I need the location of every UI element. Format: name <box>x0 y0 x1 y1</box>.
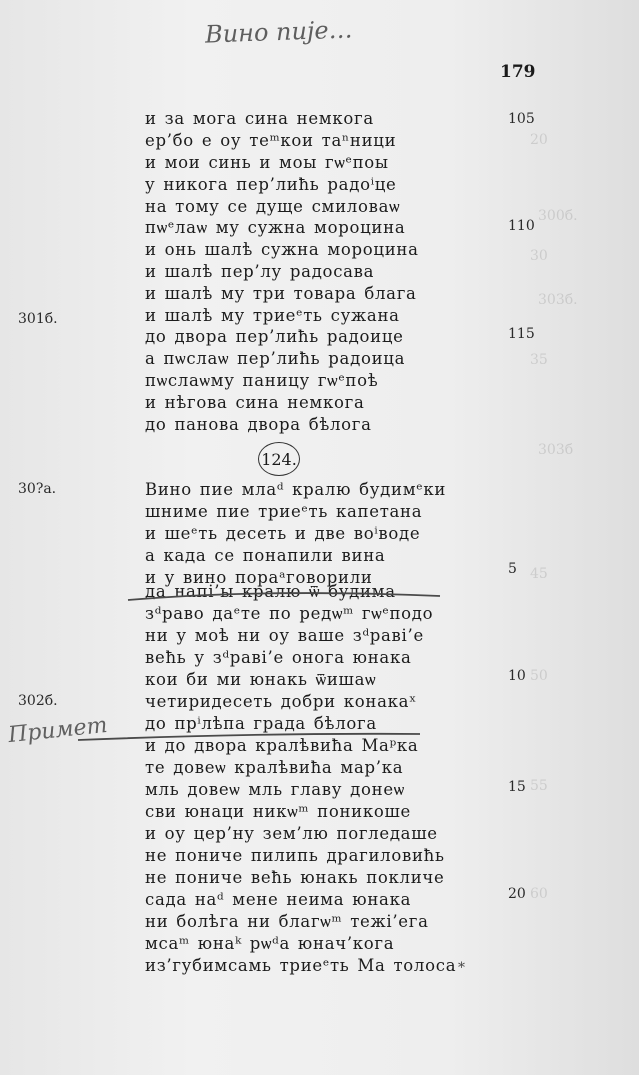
poem-line: ни болѣга ни благѡᵐ тежі’ега <box>145 912 429 931</box>
line-number: 5 <box>508 561 517 577</box>
poem-line: и шалѣ му три товара блага <box>145 284 417 303</box>
poem-line: веħь у зᵈраві’е онога юнака <box>145 648 412 667</box>
bleed-through-number: 303б. <box>538 292 578 308</box>
poem-line: не пониче веħь юнакь покличе <box>145 868 445 887</box>
poem-line: кои би ми юнакь ѿишаѡ <box>145 670 377 689</box>
poem-line: до двора пер’лиħь радоице <box>145 327 404 346</box>
poem-line: сада наᵈ мене неима юнака <box>145 890 412 909</box>
poem-line: зᵈраво даᵉте по редѡᵐ гѡᵉподо <box>145 604 434 623</box>
poem-line: и за мога сина немкога <box>145 109 374 128</box>
poem-line: у никога пер’лиħь радоⁱце <box>145 175 397 194</box>
poem-line: и шалѣ пер’лу радосава <box>145 262 375 281</box>
poem-line: на тому се дуще смиловаѡ <box>145 197 401 216</box>
pencil-annotation: Примет <box>6 712 109 749</box>
poem-line: пѡᵉлаѡ му сужна мороцина <box>145 218 406 237</box>
line-number: 115 <box>508 326 535 342</box>
page-number: 179 <box>500 62 536 82</box>
bleed-through-number: 60 <box>530 886 548 902</box>
poem-line: и оу цер’ну зем’лю погледаше <box>145 824 438 843</box>
poem-line: и онь шалѣ сужна мороцина <box>145 240 419 259</box>
bleed-through-number: 300б. <box>538 208 578 224</box>
line-number: 110 <box>508 218 535 234</box>
poem-line: и до двора кралѣвиħа Маᵖка <box>145 736 419 755</box>
pencil-underline-upper <box>128 593 440 600</box>
poem-line: ни у моѣ ни оу ваше зᵈраві’е <box>145 626 424 645</box>
poem-line: и у вино пораᵃговорили <box>145 568 373 587</box>
poem-line: до панова двора бѣлога <box>145 415 372 434</box>
poem-line: и шалѣ му триеᵉть сужана <box>145 306 400 325</box>
bleed-through-number: 20 <box>530 132 548 148</box>
bleed-through-number: 35 <box>530 352 548 368</box>
line-number: 10 <box>508 668 526 684</box>
line-number: 20 <box>508 886 526 902</box>
poem-line: да напі’ы кралю ѿ будима <box>145 582 396 601</box>
poem-line: шниме пие триеᵉть капетана <box>145 502 423 521</box>
poem-line: ер’бо е оу теᵐкои таⁿници <box>145 131 397 150</box>
folio-marker: 301б. <box>18 311 58 327</box>
poem-line: из’губимсамь триеᵉть Ма толоса <box>145 956 457 975</box>
poem-line: и мои синь и моы гѡᵉпоы <box>145 153 389 172</box>
poem-line: пѡслаѡму паницу гѡᵉпоѣ <box>145 371 379 390</box>
folio-marker: 302б. <box>18 693 58 709</box>
poem-line: и нѣгова сина немкога <box>145 393 365 412</box>
poem-line: мль довеѡ мль главу донеѡ <box>145 780 405 799</box>
folio-marker: 30?а. <box>18 481 57 497</box>
poem-line: а када се понапили вина <box>145 546 386 565</box>
poem-line: сви юнаци никѡᵐ поникоше <box>145 802 412 821</box>
poem-line: те довеѡ кралѣвиħа мар’ка <box>145 758 404 777</box>
pencil-underline-lower <box>78 734 420 740</box>
poem-line: мсаᵐ юнаᵏ рѡᵈа юнач’кога <box>145 934 395 953</box>
bleed-through-number: 45 <box>530 566 548 582</box>
section-number: 124. <box>258 442 300 476</box>
line-number: 105 <box>508 111 535 127</box>
bleed-through-number: 303б <box>538 442 574 458</box>
bleed-through-number: 50 <box>530 668 548 684</box>
footnote-asterisk: * <box>458 960 465 976</box>
bleed-through-number: 55 <box>530 778 548 794</box>
poem-line: четиридесеть добри конакаˣ <box>145 692 417 711</box>
poem-line: и шеᵉть десеть и две воⁱводе <box>145 524 421 543</box>
poem-line: Вино пие млаᵈ кралю будимᵉки <box>145 480 447 499</box>
bleed-through-number: 30 <box>530 248 548 264</box>
poem-line: а пѡслаѡ пер’лиħь радоица <box>145 349 406 368</box>
handwritten-top-note: Вино пије… <box>204 15 353 49</box>
poem-line: до прⁱлѣпа града бѣлога <box>145 714 377 733</box>
poem-line: не пониче пилипь драгиловиħь <box>145 846 445 865</box>
line-number: 15 <box>508 779 526 795</box>
